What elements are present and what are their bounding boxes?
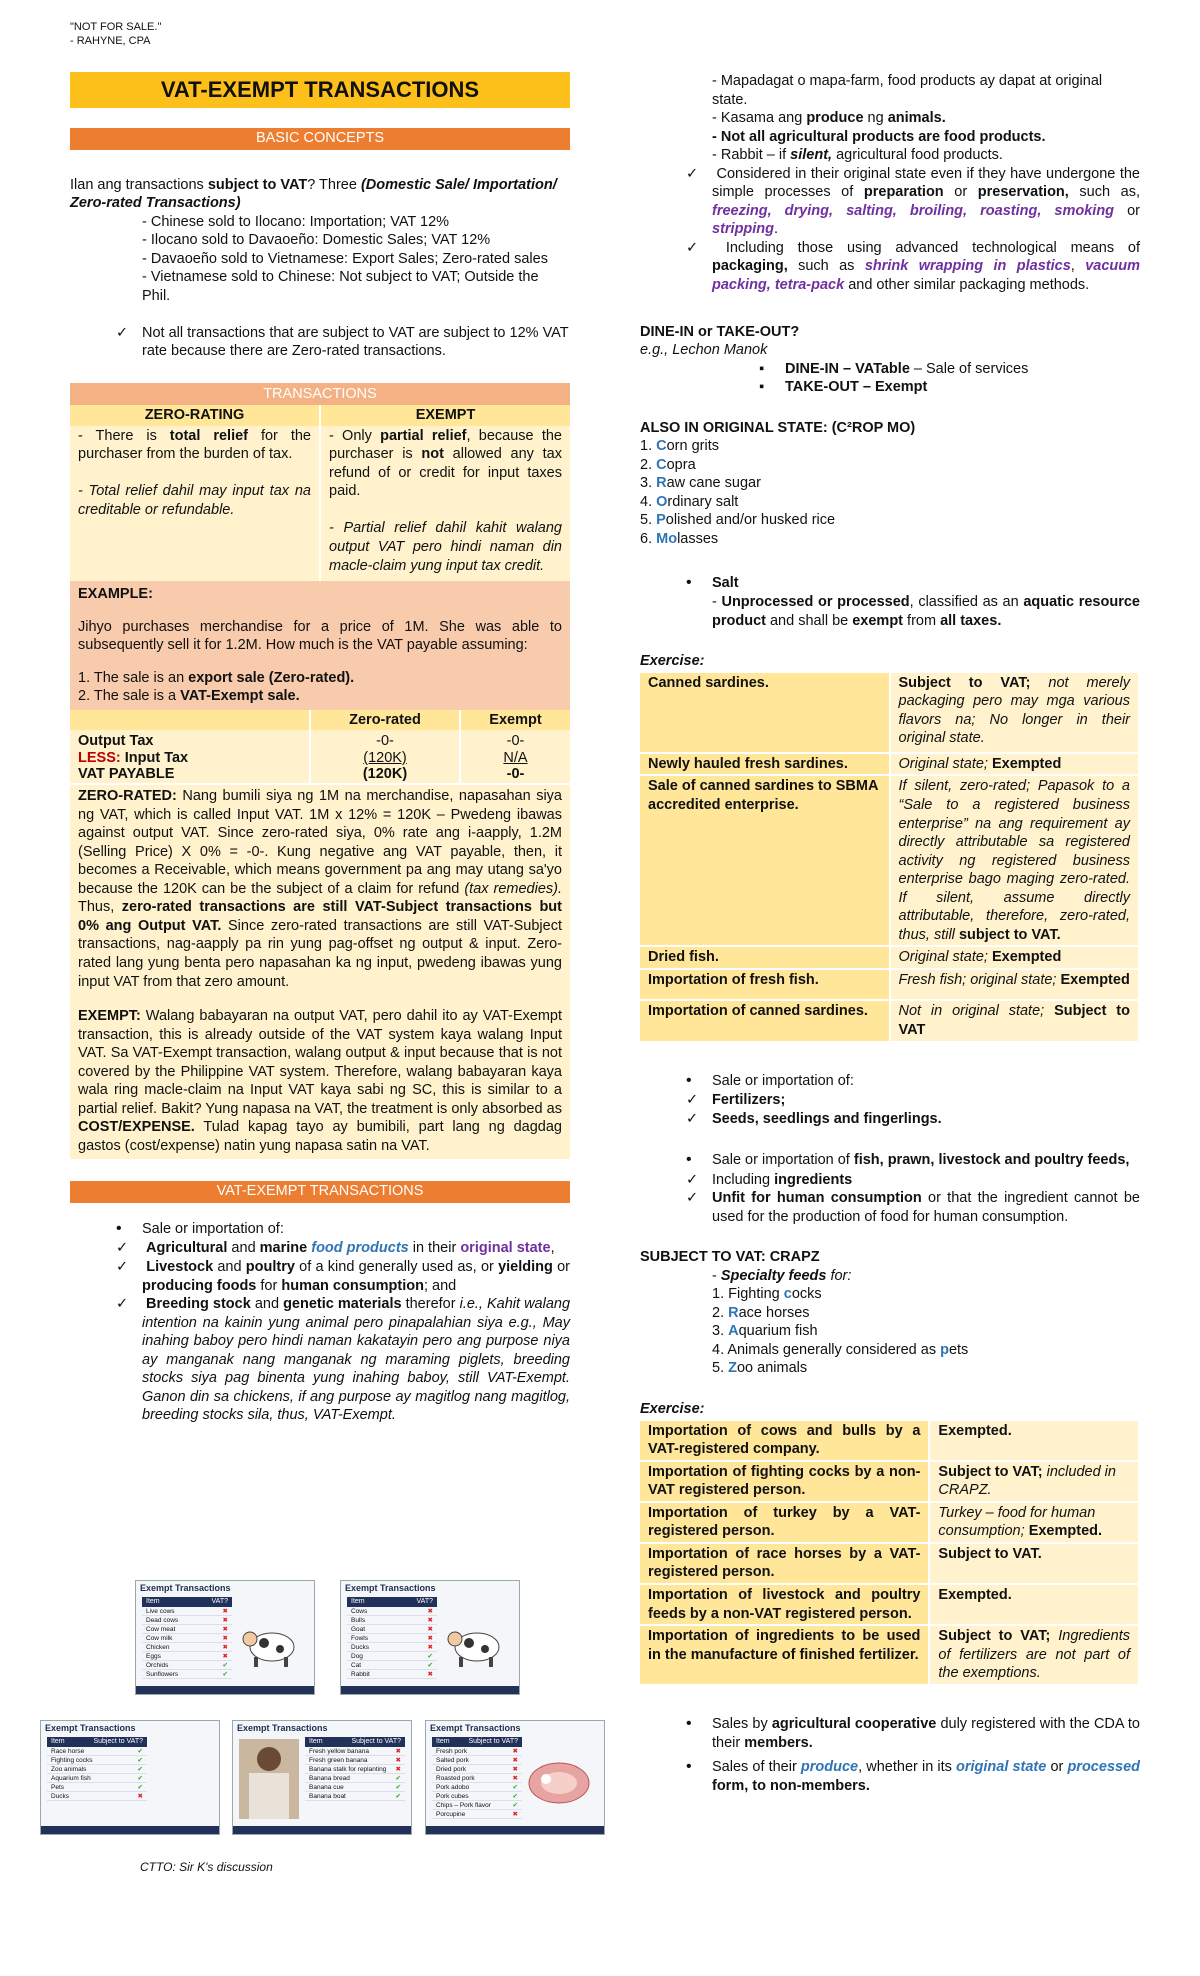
cow-illustration-icon xyxy=(242,1619,302,1669)
note-line: - Mapadagat o mapa-farm, food products ay dapat at original state. xyxy=(712,73,1103,108)
slide-thumbnail: Exempt Transactions Item Subject to VAT? Race horse ✔ Fighting cocks ✔ Zoo animals ✔ Aquarium fish ✔ Pets ✔ Ducks ✖ xyxy=(40,1720,220,1835)
list-item: ✓ Unfit for human consumption or that the ingredient cannot be used for the production of food for human consumption. xyxy=(712,1189,1140,1226)
header-line-2: - RAHYNE, CPA xyxy=(70,35,151,48)
list-item: • Sale or importation of: xyxy=(142,1219,570,1239)
basic-examples xyxy=(70,213,570,306)
slide-thumbnail: Exempt Transactions Item Subject to VAT? Fresh pork ✖ Salted pork ✖ Dried pork ✖ Roasted pork ✖ Pork adobo ✔ Pork cubes ✔ Chips – Pork flavor ✔ Porcupine ✖ xyxy=(425,1720,605,1835)
table-row: Newly hauled fresh sardines. Original state; Exempted xyxy=(640,753,1139,776)
transactions-block xyxy=(70,383,570,1160)
exercise-table-1 xyxy=(640,673,1140,1043)
slide-thumbnail: Exempt Transactions Item VAT? Cows ✖ Bulls ✖ Goat ✖ Fowls ✖ Ducks ✖ Dog ✔ Cat ✔ Rabbit ✖ xyxy=(340,1580,520,1695)
salt-section xyxy=(640,573,1140,631)
table-row: Importation of race horses by a VAT-registered person. Subject to VAT. xyxy=(640,1543,1139,1584)
note-line: - Not all agricultural products are food products. xyxy=(712,128,1046,145)
calc-zero-rated: -0- (120K) (120K) xyxy=(310,730,460,784)
vat-exempt-heading: VAT-EXEMPT TRANSACTIONS xyxy=(70,1181,570,1203)
table-row: Importation of cows and bulls by a VAT-registered company. Exempted. xyxy=(640,1421,1139,1461)
exempt-desc: - Only partial relief, because the purchaser is not allowed any tax refund of or credit for input taxes paid. - Partial relief dahil kahit walang output VAT pero hindi naman din macle-claim yung input tax credit. xyxy=(329,427,562,574)
fertilizer-section xyxy=(640,1071,1140,1129)
table-row: Dried fish. Original state; Exempted xyxy=(640,946,1139,969)
header-line-1: "NOT FOR SALE." xyxy=(70,21,162,33)
calc-head-zero-rated: Zero-rated xyxy=(310,710,460,731)
header-note xyxy=(70,20,161,49)
exercise-heading: Exercise: xyxy=(640,653,705,670)
list-item: • Sale or importation of: xyxy=(712,1071,1140,1091)
list-item: 4. Ordinary salt xyxy=(640,493,739,510)
food-product-notes xyxy=(640,72,1140,165)
basic-example: - Davaoeño sold to Vietnamese: Export Sales; Zero-rated sales xyxy=(142,250,548,267)
list-item: 5. Zoo animals xyxy=(712,1360,808,1377)
list-item: 2. Copra xyxy=(640,456,696,473)
list-item: 2. Race horses xyxy=(712,1304,810,1321)
list-item: ✓ Fertilizers; xyxy=(712,1091,1140,1110)
list-item: 5. Polished and/or husked rice xyxy=(640,512,836,529)
example-text: Jihyo purchases merchandise for a price of 1M. She was able to subsequently sell it for 1.2M. How much is the VAT payable assuming: xyxy=(78,618,562,654)
col-exempt: EXEMPT xyxy=(415,407,476,424)
list-item: • Sales by agricultural cooperative duly registered with the CDA to their members. xyxy=(712,1714,1140,1753)
table-row: Importation of livestock and poultry feeds by a non-VAT registered person. Exempted. xyxy=(640,1584,1139,1625)
zero-rating-desc: - There is total relief for the purchaser from the burden of tax. - Total relief dahil may input tax na creditable or refundable. xyxy=(70,426,320,581)
original-state-section xyxy=(640,419,1140,549)
salt-heading: Salt xyxy=(712,574,739,591)
list-item: 6. Molasses xyxy=(640,531,719,548)
list-item: 4. Animals generally considered as pets xyxy=(712,1341,969,1358)
basic-example: - Vietnamese sold to Chinese: Not subject to VAT; Outside the Phil. xyxy=(142,269,539,304)
col-zero-rating: ZERO-RATING xyxy=(70,405,320,426)
transactions-heading: TRANSACTIONS xyxy=(70,383,570,406)
exempt-explanation: EXEMPT: Walang babayaran na output VAT, pero dahil ito ay VAT-Exempt transaction, this is already outside of the VAT system kaya walang Input VAT. Sa VAT-Exempt transaction, walang output & input because that is not covered by the Philippine VAT system. Therefore, walang babayaran kaya wala ring macle-claim na Input VAT kaya sabi ng SC, this is similar to a partial relief. Bakit? Yung napasa na VAT, the treatment is only absorbed as COST/EXPENSE. Tulad kapag tayo ay bumibili, part lang ng dagdag gastos (cost/expense) natin yung napasa satin na VAT. xyxy=(78,1008,562,1154)
list-item: 3. Raw cane sugar xyxy=(640,475,761,492)
exercise-heading: Exercise: xyxy=(640,1401,705,1418)
table-row: Importation of canned sardines. Not in original state; Subject to VAT xyxy=(640,1000,1139,1041)
list-item: ✓ Breeding stock and genetic materials therefor i.e., Kahit walang intention na kainin yung animal pero pinapalahian siya e.g., May inahing baboy pero hindi naman kakatayin pero ang purpose niya ay manganak nang manganak ng maraming piglets, breeding stocks siya pag binenta yung inahing baboy, still VAT-Exempt. Ganon din sa chickens, if ang purpose ay magitlog nang magitlog, breeding stocks sila, thus, VAT-Exempt. xyxy=(142,1295,570,1425)
section-heading: ALSO IN ORIGINAL STATE: (C²ROP MO) xyxy=(640,419,916,436)
list-item: 3. Aquarium fish xyxy=(712,1323,818,1340)
table-row: Sale of canned sardines to SBMA accredited enterprise. If silent, zero-rated; Papasok to a “Sale to a registered business enterprise” na ang requirement ay directly attributable sa registered activity ng registered business enterprise bago maging zero-rated. If silent, assume directly attributable, therefore, zero-rated, thus, still subject to VAT. xyxy=(640,775,1139,946)
list-item: ✓ Including those using advanced technological means of packaging, such as shrink wrapping in plastics, vacuum packing, tetra-pack and other similar packaging methods. xyxy=(712,239,1140,295)
salt-text: - Unprocessed or processed, classified as an aquatic resource product and shall be exempt from all taxes. xyxy=(712,594,1140,629)
list-item: 1. Corn grits xyxy=(640,438,719,455)
note-line: - Rabbit – if silent, agricultural food products. xyxy=(712,147,1003,164)
table-row: Importation of fighting cocks by a non-VAT registered person. Subject to VAT; included in CRAPZ. xyxy=(640,1461,1139,1502)
section-heading: SUBJECT TO VAT: CRAPZ xyxy=(640,1249,820,1266)
person-photo-icon xyxy=(239,1739,299,1819)
list-item: ▪ TAKE-OUT – Exempt xyxy=(785,378,1140,397)
example-case-1: 1. The sale is an export sale (Zero-rated). xyxy=(78,669,355,686)
explanation-box xyxy=(70,784,570,1159)
list-item: ✓ Seeds, seedlings and fingerlings. xyxy=(712,1110,1140,1129)
list-item: • Sale or importation of fish, prawn, livestock and poultry feeds, xyxy=(712,1150,1140,1170)
cooperative-section xyxy=(640,1714,1140,1796)
basic-intro: Ilan ang transactions subject to VAT? Three (Domestic Sale/ Importation/ Zero-rated Transactions) xyxy=(70,176,557,212)
list-item: 1. Fighting cocks xyxy=(712,1286,822,1303)
section-heading: DINE-IN or TAKE-OUT? xyxy=(640,323,800,340)
list-item: ▪ DINE-IN – VATable – Sale of services xyxy=(785,360,1140,379)
transactions-comparison xyxy=(70,405,570,710)
right-column xyxy=(640,72,1140,1796)
crapz-section: SUBJECT TO VAT: CRAPZ - Specialty feeds for: 1. Fighting cocks 2. Race horses 3. Aquarium fish 4. Animals generally considered as pets 5. Zoo animals xyxy=(640,1248,1140,1378)
vat-calculation xyxy=(70,710,570,1160)
dine-in-section xyxy=(640,323,1140,397)
table-row: Importation of ingredients to be used in the manufacture of finished fertilizer. Subject to VAT; Ingredients of fertilizers are not part of the exemptions. xyxy=(640,1625,1139,1685)
list-item: ✓ Livestock and poultry of a kind generally used as, or yielding or producing foods for human consumption; and xyxy=(142,1258,570,1295)
example-box xyxy=(70,581,570,710)
page-title: VAT-EXEMPT TRANSACTIONS xyxy=(70,72,570,108)
cow-illustration-icon xyxy=(447,1619,507,1669)
calc-labels: Output Tax LESS: Input Tax VAT PAYABLE xyxy=(70,730,310,784)
table-row: Importation of fresh fish. Fresh fish; original state; Exempted xyxy=(640,969,1139,1001)
example-label: EXAMPLE: xyxy=(78,586,153,603)
feeds-section xyxy=(640,1150,1140,1226)
exercise-table-2 xyxy=(640,1421,1140,1686)
list-item: • Sales of their produce, whether in its original state or processed form, to non-members. xyxy=(712,1757,1140,1796)
list-item: ✓ Including ingredients xyxy=(712,1171,1140,1190)
table-row: Importation of turkey by a VAT-registered person. Turkey – food for human consumption; Exempted. xyxy=(640,1502,1139,1543)
slide-thumbnail: Exempt Transactions Item Subject to VAT? Fresh yellow banana ✖ Fresh green banana ✖ Banana stalk for replanting ✖ Banana bread ✔ Banana cue ✔ Banana boat ✔ xyxy=(232,1720,412,1835)
slide-thumbnail: Exempt Transactions Item VAT? Live cows ✖ Dead cows ✖ Cow meat ✖ Cow milk ✖ Chicken ✖ Eggs ✖ Orchids ✔ Sunflowers ✔ xyxy=(135,1580,315,1695)
zero-rated-explanation: ZERO-RATED: Nang bumili siya ng 1M na merchandise, napasahan siya ng VAT, which is called Input VAT. 1M x 12% = 120K – Pwedeng ibawas against output VAT. Since zero-rated siya, 0% rate ang i-aapply, 1.2M (Selling Price) X 0% = -0-. Kung negative ang VAT payable, then, it becomes a Receivable, which means government pa ang may utang sa'yo because the 120K can be the subject of a claim for refund (tax remedies). Thus, zero-rated transactions are still VAT-Subject transactions but 0% ang Output VAT. Since zero-rated transactions are still VAT-Subject transactions, nag-aapply pa rin yung pag-offset ng output & input. Zero-rated lang yung benta pero napasahan ka ng input, pwedeng ibawas yung input VAT from that zero amount. xyxy=(78,788,562,990)
list-item: ✓ Agricultural and marine food products in their original state, xyxy=(142,1239,570,1258)
list-item: ✓ Considered in their original state even if they have undergone the simple processes of preparation or preservation, such as, freezing, drying, salting, broiling, roasting, smoking or stripping. xyxy=(712,165,1140,239)
basic-concepts-heading: BASIC CONCEPTS xyxy=(70,128,570,150)
basic-example: - Chinese sold to Ilocano: Importation; VAT 12% xyxy=(142,213,450,230)
dine-example: e.g., Lechon Manok xyxy=(640,342,768,359)
table-row: Canned sardines. Subject to VAT; not merely packaging pero may mga various flavors na; No longer in their original state. xyxy=(640,673,1139,753)
calc-exempt: -0- N/A -0- xyxy=(503,733,528,782)
left-column xyxy=(70,72,570,1425)
vat-exempt-list xyxy=(70,1219,570,1425)
calc-head-exempt: Exempt xyxy=(489,711,542,728)
meat-icon xyxy=(524,1757,594,1807)
basic-note: ✓ Not all transactions that are subject to VAT are subject to 12% VAT rate because there are Zero-rated transactions. xyxy=(142,324,570,361)
example-case-2: 2. The sale is a VAT-Exempt sale. xyxy=(78,688,300,705)
basic-example: - Ilocano sold to Davaoeño: Domestic Sales; VAT 12% xyxy=(142,232,491,249)
image-credit: CTTO: Sir K's discussion xyxy=(140,1860,273,1874)
note-line: - Kasama ang produce ng animals. xyxy=(712,110,946,127)
